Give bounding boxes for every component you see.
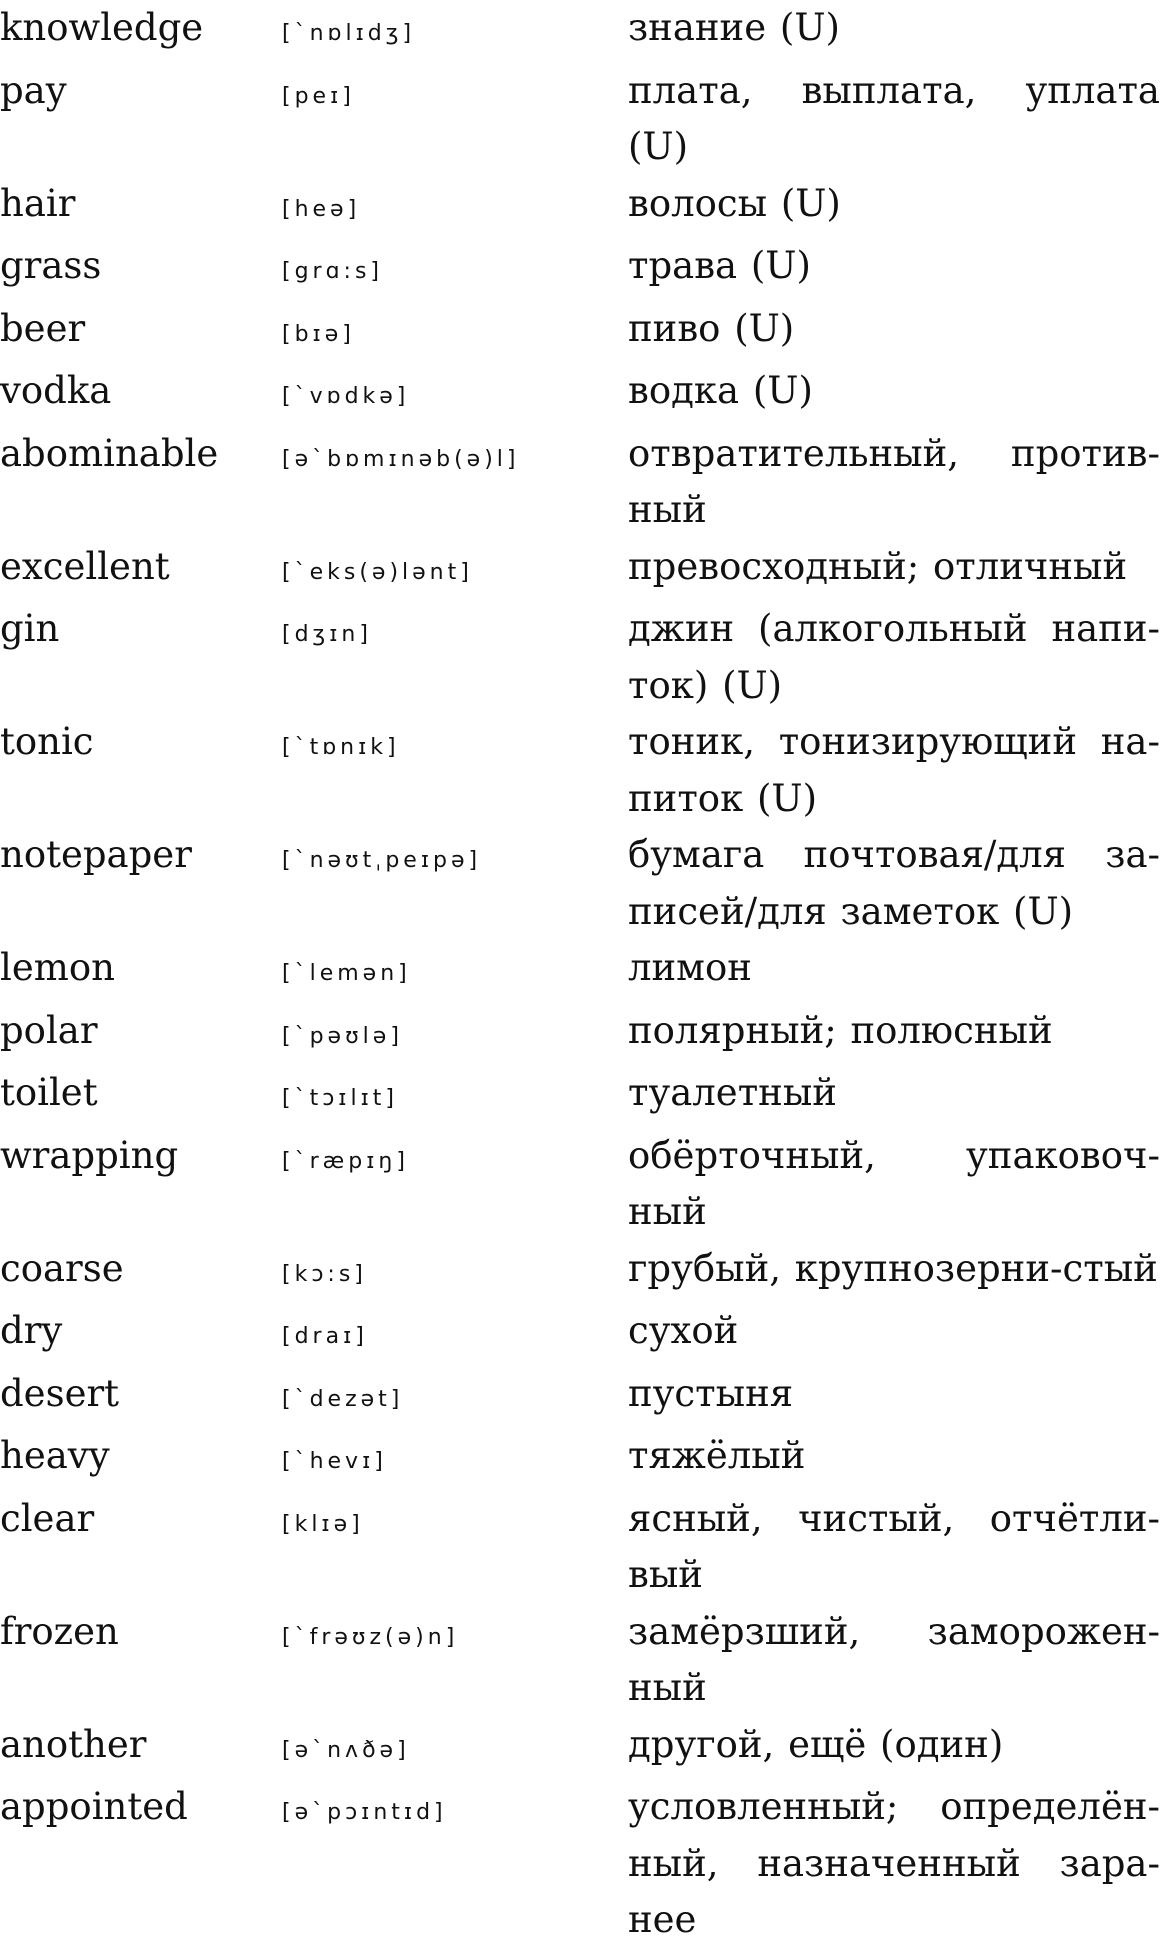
entry-word: heavy: [0, 1434, 110, 1477]
entry-word: wrapping: [0, 1133, 179, 1177]
entry-translation: грубый, крупнозерни-стый: [628, 1246, 1158, 1290]
vocab-entry: [0, 363, 1162, 426]
entry-translation: сухой: [628, 1309, 739, 1352]
entry-translation: лимон: [628, 946, 752, 989]
entry-word: dry: [0, 1309, 63, 1352]
entry-transcription: [`tɔɪlɪt]: [282, 1086, 398, 1111]
entry-word: clear: [0, 1496, 95, 1540]
entry-translation: волосы (U): [628, 181, 841, 225]
entry-word: tonic: [0, 720, 94, 763]
entry-translation: трава (U): [628, 244, 811, 287]
entry-transcription: [dʒɪn]: [282, 622, 372, 647]
entry-transcription: [`frəʊz(ə)n]: [282, 1624, 459, 1650]
entry-transcription: [bɪə]: [282, 321, 355, 347]
entry-translation: пустыня: [628, 1371, 794, 1415]
entry-translation: обёрточный, упаковоч-ный: [628, 1133, 1160, 1233]
entry-translation: превосходный; отличный: [628, 544, 1128, 588]
entry-translation: джин (алкогольный напи-ток) (U): [628, 607, 1160, 707]
entry-transcription: [ə`bɒmɪnəb(ə)l]: [282, 446, 520, 472]
entry-translation: замёрзший, заморожен-ный: [628, 1609, 1160, 1709]
vocab-entry: [0, 1604, 1162, 1717]
entry-word: another: [0, 1722, 147, 1766]
vocab-entry: [0, 1491, 1162, 1604]
entry-transcription: [`pəʊlə]: [282, 1023, 403, 1049]
entry-transcription: [peɪ]: [282, 83, 355, 109]
entry-translation: бумага почтовая/для за-писей/для заметок (U): [628, 833, 1160, 933]
vocab-entry: [0, 0, 1162, 63]
entry-translation: туалетный: [628, 1071, 837, 1114]
vocab-entry: [0, 1241, 1162, 1304]
vocab-entry: [0, 827, 1162, 940]
vocab-entry: [0, 426, 1162, 539]
entry-transcription: [`hevɪ]: [282, 1449, 387, 1474]
entry-translation: водка (U): [628, 369, 813, 412]
entry-transcription: [`nəʊtˌpeɪpə]: [282, 848, 482, 873]
entry-transcription: [`eks(ə)lənt]: [282, 559, 473, 585]
entry-word: coarse: [0, 1246, 124, 1290]
vocab-entry: [0, 1779, 1162, 1949]
entry-word: hair: [0, 181, 76, 225]
entry-word: gin: [0, 607, 60, 650]
entry-word: appointed: [0, 1785, 188, 1828]
vocab-entry: [0, 238, 1162, 301]
entry-word: notepaper: [0, 833, 192, 876]
vocab-entry: [0, 176, 1162, 239]
entry-transcription: [heə]: [282, 196, 361, 222]
entry-word: grass: [0, 244, 102, 287]
entry-translation: полярный; полюсный: [628, 1008, 1053, 1052]
entry-transcription: [kɔ:s]: [282, 1261, 367, 1287]
entry-translation: ясный, чистый, отчётли-вый: [628, 1496, 1160, 1596]
entry-transcription: [`nɒlɪdʒ]: [282, 21, 416, 46]
vocab-entry: [0, 714, 1162, 827]
entry-translation: отвратительный, против-ный: [628, 431, 1160, 531]
vocab-entry: [0, 1366, 1162, 1429]
entry-word: lemon: [0, 946, 115, 989]
entry-translation: другой, ещё (один): [628, 1722, 1004, 1766]
entry-transcription: [draɪ]: [282, 1324, 368, 1349]
entry-translation: тяжёлый: [628, 1434, 806, 1477]
vocab-entry: [0, 1003, 1162, 1066]
entry-transcription: [`vɒdkə]: [282, 384, 410, 409]
vocab-entry: [0, 1128, 1162, 1241]
vocab-entry: [0, 1303, 1162, 1366]
entry-word: polar: [0, 1008, 98, 1052]
entry-transcription: [`ræpɪŋ]: [282, 1148, 409, 1174]
entry-translation: знание (U): [628, 6, 840, 49]
entry-word: knowledge: [0, 6, 204, 49]
entry-word: abominable: [0, 431, 219, 475]
entry-transcription: [klɪə]: [282, 1511, 364, 1537]
entry-translation: пиво (U): [628, 306, 795, 350]
entry-word: vodka: [0, 369, 112, 412]
entry-transcription: [grɑ:s]: [282, 259, 384, 284]
vocab-entry: [0, 301, 1162, 364]
entry-transcription: [ə`nʌðə]: [282, 1737, 410, 1763]
entry-translation: тоник, тонизирующий на-питок (U): [628, 720, 1160, 820]
vocab-entry: [0, 1717, 1162, 1780]
entry-transcription: [ə`pɔɪntɪd]: [282, 1800, 447, 1825]
entry-word: excellent: [0, 544, 170, 588]
entry-word: toilet: [0, 1071, 98, 1114]
entry-translation: плата, выплата, уплата (U): [628, 68, 1160, 168]
entry-transcription: [`dezət]: [282, 1386, 404, 1412]
entry-transcription: [`lemən]: [282, 961, 411, 986]
entry-transcription: [`tɒnɪk]: [282, 735, 400, 760]
vocab-entry: [0, 601, 1162, 714]
vocab-entry: [0, 1065, 1162, 1128]
vocab-entry: [0, 63, 1162, 176]
entry-word: frozen: [0, 1609, 119, 1653]
vocab-entry: [0, 539, 1162, 602]
vocab-entry: [0, 940, 1162, 1003]
entry-word: desert: [0, 1371, 120, 1415]
entry-word: pay: [0, 68, 67, 112]
entry-translation: условленный; определён-ный, назначенный зара-нее: [628, 1785, 1160, 1941]
vocab-entry: [0, 1428, 1162, 1491]
entry-word: beer: [0, 306, 86, 350]
